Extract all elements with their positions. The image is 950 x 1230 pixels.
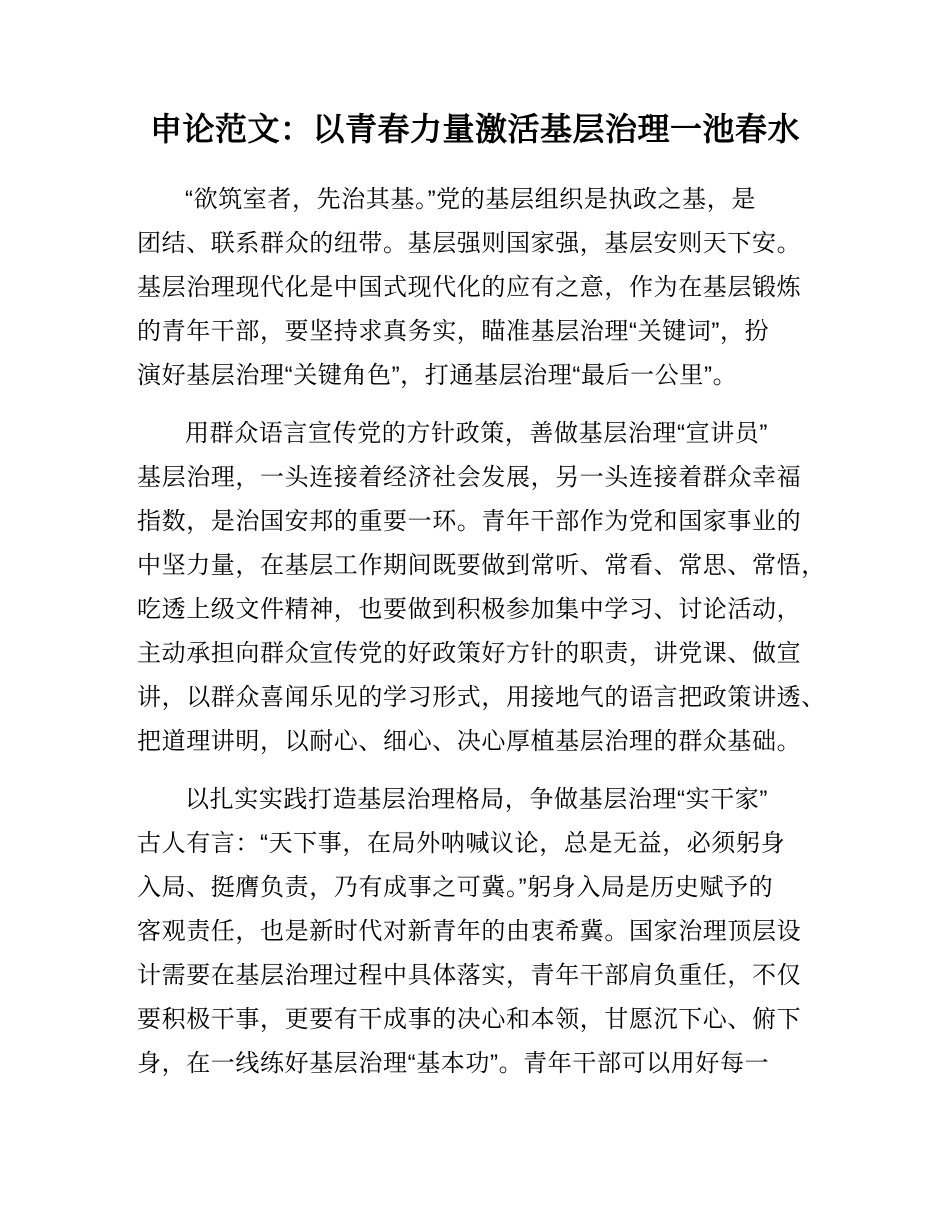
paragraph xyxy=(137,178,813,398)
text-line: “欲筑室者，先治其基。”党的基层组织是执政之基，是 xyxy=(185,186,756,213)
paragraph xyxy=(137,778,813,1086)
paragraph xyxy=(137,412,826,764)
text-line: 客观责任，也是新时代对新青年的由衷希冀。国家治理顶层设 xyxy=(137,918,802,945)
text-line: 以扎实实践打造基层治理格局，争做基层治理“实干家” xyxy=(185,786,768,813)
document-body xyxy=(137,178,826,1086)
text-line: 入局、挺膺负责，乃有成事之可冀。”躬身入局是历史赋予的 xyxy=(137,874,774,901)
text-line: 基层治理现代化是中国式现代化的应有之意，作为在基层锻炼 xyxy=(137,274,802,301)
text-line: 吃透上级文件精神，也要做到积极参加集中学习、讨论活动， xyxy=(137,596,802,623)
document-title: 申论范文：以青春力量激活基层治理一池春水 xyxy=(149,111,800,147)
text-line: 主动承担向群众宣传党的好政策好方针的职责，讲党课、做宣 xyxy=(137,640,802,667)
text-line: 把道理讲明，以耐心、细心、决心厚植基层治理的群众基础。 xyxy=(137,728,802,755)
text-line: 的青年干部，要坚持求真务实，瞄准基层治理“关键词”，扮 xyxy=(137,318,770,345)
text-line: 用群众语言宣传党的方针政策，善做基层治理“宣讲员” xyxy=(185,420,768,447)
text-line: 讲，以群众喜闻乐见的学习形式，用接地气的语言把政策讲透、 xyxy=(137,684,826,711)
text-line: 演好基层治理“关键角色”，打通基层治理“最后一公里”。 xyxy=(137,362,738,389)
text-line: 基层治理，一头连接着经济社会发展，另一头连接着群众幸福 xyxy=(137,464,802,491)
text-line: 计需要在基层治理过程中具体落实，青年干部肩负重任，不仅 xyxy=(137,962,802,989)
text-line: 团结、联系群众的纽带。基层强则国家强，基层安则天下安。 xyxy=(137,230,802,257)
text-line: 要积极干事，更要有干成事的决心和本领，甘愿沉下心、俯下 xyxy=(137,1006,802,1033)
text-line: 指数，是治国安邦的重要一环。青年干部作为党和国家事业的 xyxy=(137,508,802,535)
text-line: 中坚力量，在基层工作期间既要做到常听、常看、常思、常悟， xyxy=(137,552,826,579)
text-line: 身，在一线练好基层治理“基本功”。青年干部可以用好每一 xyxy=(137,1050,770,1077)
text-line: 古人有言：“天下事，在局外呐喊议论，总是无益，必须躬身 xyxy=(137,830,786,857)
